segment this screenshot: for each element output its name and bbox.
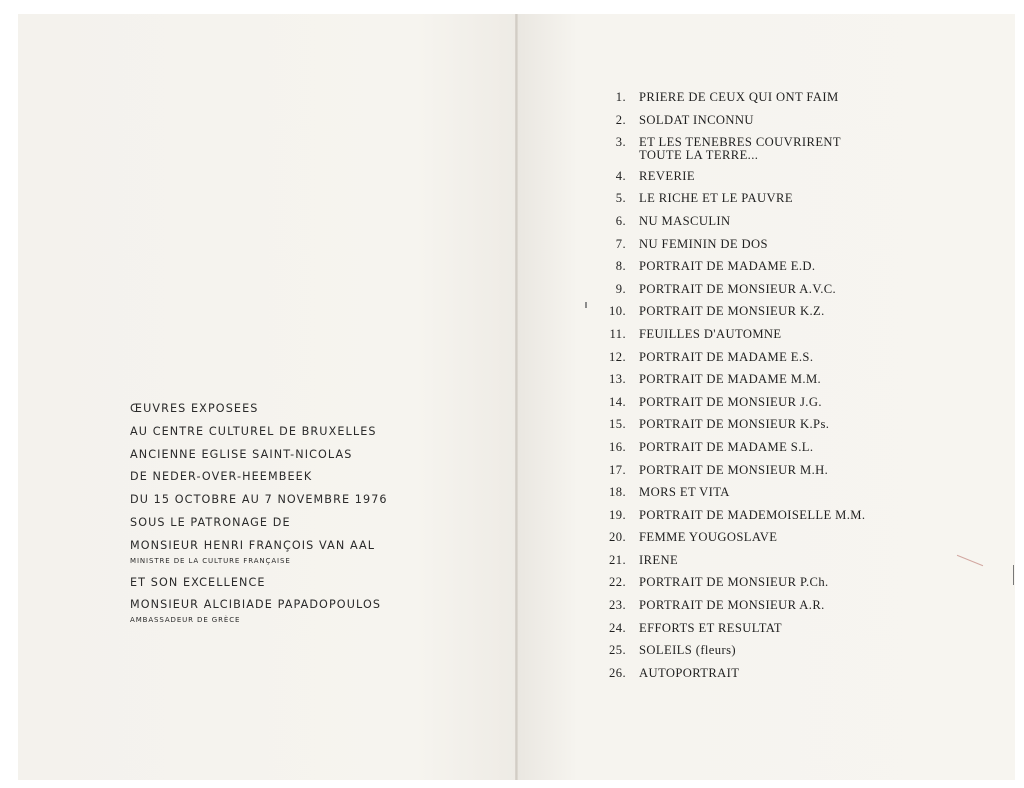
work-item: [580, 238, 929, 253]
work-item: [580, 486, 929, 501]
work-item: [580, 396, 929, 411]
works-list: [580, 91, 929, 689]
info-line: DE NEDER-OVER-HEEMBEEK: [130, 470, 313, 484]
work-title: EFFORTS ET RESULTAT: [639, 620, 782, 635]
info-line: SOUS LE PATRONAGE DE: [130, 515, 291, 529]
work-number: 5.: [615, 191, 626, 206]
work-number: 1.: [615, 90, 626, 104]
work-title: PORTRAIT DE MONSIEUR A.V.C.: [639, 281, 837, 296]
work-number: 26.: [609, 665, 626, 680]
work-item: [580, 418, 929, 433]
left-page: [18, 14, 516, 780]
work-number: 25.: [609, 643, 626, 658]
work-title: LE RICHE ET LE PAUVRE: [639, 191, 793, 206]
work-title: PRIERE DE CEUX QUI ONT FAIM: [639, 90, 839, 104]
work-title: FEMME YOUGOSLAVE: [639, 530, 778, 545]
work-title: IRENE: [639, 552, 679, 567]
work-item: [580, 441, 929, 456]
work-number: 10.: [609, 304, 626, 319]
exhibition-info: [130, 402, 500, 635]
work-item: [580, 667, 929, 682]
work-item: [580, 328, 929, 343]
work-number: 8.: [615, 259, 626, 274]
work-number: 6.: [615, 213, 626, 228]
work-number: 23.: [609, 598, 626, 613]
work-title: PORTRAIT DE MONSIEUR M.H.: [639, 462, 829, 477]
work-number: 14.: [609, 394, 626, 409]
work-number: 17.: [609, 462, 626, 477]
info-line: DU 15 OCTOBRE AU 7 NOVEMBRE 1976: [130, 493, 388, 507]
work-title: PORTRAIT DE MADAME E.D.: [639, 259, 816, 274]
work-number: 18.: [609, 485, 626, 500]
work-title: NU MASCULIN: [639, 213, 731, 228]
work-item: [580, 373, 929, 388]
work-number: 9.: [615, 281, 626, 296]
work-item: [580, 351, 929, 366]
work-title: PORTRAIT DE MADAME M.M.: [639, 372, 822, 387]
paper-mark: [585, 302, 587, 308]
work-item: [580, 170, 929, 185]
work-title: PORTRAIT DE MADAME S.L.: [639, 439, 814, 454]
work-item: [580, 554, 929, 569]
work-number: 15.: [609, 417, 626, 432]
work-title: SOLDAT INCONNU: [639, 112, 754, 127]
work-item: [580, 509, 929, 524]
ambassador-title: AMBASSADEUR DE GRÈCE: [130, 616, 241, 625]
work-title: PORTRAIT DE MADAME E.S.: [639, 349, 814, 364]
minister-title: MINISTRE DE LA CULTURE FRANÇAISE: [130, 556, 291, 565]
work-title: PORTRAIT DE MONSIEUR K.Z.: [639, 304, 825, 319]
work-number: 16.: [609, 439, 626, 454]
work-number: 21.: [609, 552, 626, 567]
work-item: [580, 531, 929, 546]
work-number: 22.: [609, 575, 626, 590]
work-number: 3.: [615, 135, 626, 150]
info-line: MONSIEUR ALCIBIADE PAPADOPOULOS: [130, 598, 382, 612]
info-line: MONSIEUR HENRI FRANÇOIS VAN AAL: [130, 538, 376, 552]
work-title: PORTRAIT DE MONSIEUR A.R.: [639, 598, 825, 613]
work-title: AUTOPORTRAIT: [639, 665, 740, 680]
work-number: 11.: [609, 326, 626, 341]
work-number: 24.: [609, 620, 626, 635]
work-item: [580, 622, 929, 637]
work-item: [580, 260, 929, 275]
info-line: AU CENTRE CULTUREL DE BRUXELLES: [130, 424, 377, 438]
work-item: [580, 644, 929, 659]
work-title: SOLEILS (fleurs): [639, 643, 736, 658]
work-title: PORTRAIT DE MADEMOISELLE M.M.: [639, 507, 866, 522]
work-item: [580, 599, 929, 614]
work-title: PORTRAIT DE MONSIEUR P.Ch.: [639, 575, 829, 590]
work-number: 20.: [609, 530, 626, 545]
info-line: ET SON EXCELLENCE: [130, 575, 266, 589]
work-item: [580, 215, 929, 230]
work-item: [580, 114, 929, 129]
work-title: ET LES TENEBRES COUVRIRENT TOUTE LA TERRE...: [639, 135, 841, 163]
info-line: ANCIENNE EGLISE SAINT-NICOLAS: [130, 447, 353, 461]
work-number: 7.: [615, 236, 626, 251]
work-number: 2.: [615, 112, 626, 127]
info-line: ŒUVRES EXPOSEES: [130, 402, 259, 415]
work-item: [580, 576, 929, 591]
work-item: [580, 464, 929, 479]
work-number: 4.: [615, 168, 626, 183]
work-title: PORTRAIT DE MONSIEUR K.Ps.: [639, 417, 830, 432]
work-item: [580, 192, 929, 207]
work-number: 12.: [609, 349, 626, 364]
work-item: [580, 283, 929, 298]
work-title: NU FEMININ DE DOS: [639, 236, 768, 251]
work-item: [580, 91, 929, 106]
paper-mark: [1013, 565, 1014, 585]
work-number: 13.: [609, 372, 626, 387]
work-item: [580, 136, 929, 162]
work-title: MORS ET VITA: [639, 485, 730, 500]
work-title: PORTRAIT DE MONSIEUR J.G.: [639, 394, 822, 409]
work-item: [580, 305, 929, 320]
work-title: FEUILLES D'AUTOMNE: [639, 326, 782, 341]
work-title: REVERIE: [639, 168, 695, 183]
work-number: 19.: [609, 507, 626, 522]
